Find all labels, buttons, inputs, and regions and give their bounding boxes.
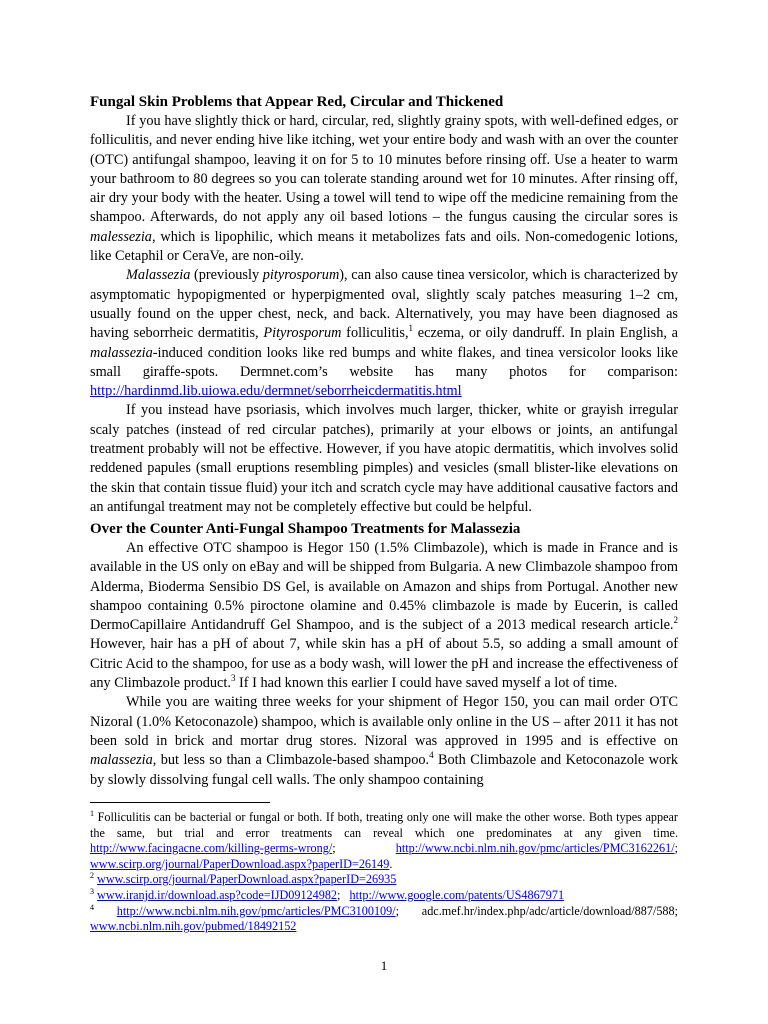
footnote-link[interactable]: www.iranjd.ir/download.asp?code=IJD09124982: [97, 887, 338, 902]
paragraph: While you are waiting three weeks for your shipment of Hegor 150, you can mail order OTC Nizoral (1.0% Ketoconazole) shampoo, which is available only online in the US – after 2011 it has not been sold in brick and mortar drug stores. Nizoral was approved in 1995 and is effective on malassezia, but less so than a Climbazole-based shampoo.$^4$ Both Climbazole and Ketoconazole work by slowly dissolving fungal cell walls. The only shampoo containing: [90, 694, 678, 788]
paragraph: Malassezia (previously pityrosporum), can also cause tinea versicolor, which is characterized by asymptomatic hypopigmented or hyperpigmented oval, slightly scaly patches measuring 1–2 cm, usually found on the upper chest, neck, and back. Alternatively, you may have been diagnosed as having seborrheic dermatitis, Pityrosporum folliculitis,$^1$ eczema, or oily dandruff. In plain English, a malassezia-induced condition looks like red bumps and white flakes, and tinea versicolor looks like small giraffe-spots. Dermnet.com’s website has many photos for comparison: http://hardinmd.lib.uiowa.edu/dermnet/seborrheicdermatitis.html: [90, 267, 679, 400]
footnote-link[interactable]: http://www.ncbi.nlm.nih.gov/pmc/articles/PMC3100109/: [116, 903, 396, 918]
section-title-fungal-skin-problems: Fungal Skin Problems that Appear Red, Circular and Thickened: [90, 94, 504, 110]
footnote-ref-4[interactable]: 4: [429, 750, 434, 761]
footnotes: [90, 810, 678, 935]
footnote-link[interactable]: http://www.ncbi.nlm.nih.gov/pmc/articles/PMC3162261/: [395, 841, 675, 856]
footnote-link[interactable]: www.ncbi.nlm.nih.gov/pubmed/18492152: [90, 919, 297, 934]
footnote-link[interactable]: http://www.google.com/patents/US4867971: [349, 887, 565, 902]
footnote-ref-3[interactable]: 3: [230, 673, 236, 684]
dermnet-link[interactable]: http://hardinmd.lib.uiowa.edu/dermnet/seborrheicdermatitis.html: [90, 383, 462, 400]
paragraph: If you have slightly thick or hard, circular, red, slightly grainy spots, with well-defined edges, or folliculitis, and never ending hive like itching, wet your entire body and wash with an over the counter (OTC) antifungal shampoo, leaving it on for 5 to 10 minutes before rinsing off. Use a heater to warm your bathroom to 80 degrees so you can tolerate standing around wet for 10 minutes. After rinsing off, air dry your body with the heater. Using a towel will tend to wipe off the medicine remaining from the shampoo. Afterwards, do not apply any oil based lotions – the fungus causing the circular sores is malessezia, which is lipophilic, which means it metabolizes fats and oils. Non-comedogenic lotions, like Cetaphil or CeraVe, are non-oily.: [90, 113, 678, 265]
paragraph: If you instead have psoriasis, which involves much larger, thicker, white or grayish irregular scaly patches (instead of red circular patches), primarily at your elbows or joints, an antifungal treatment probably will not be effective. However, if you have atopic dermatitis, which involves solid reddened papules (small eruptions resembling pimples) and vesicles (small blister-like elevations on the skin that contain tissue fluid) your itch and scratch cycle may have additional causative factors and an antifungal treatment may not be completely effective but could be helpful.: [90, 402, 678, 515]
section-title-otc-shampoo: Over the Counter Anti-Fungal Shampoo Treatments for Malassezia: [90, 521, 521, 537]
footnote-4: $^4$ http://www.ncbi.nlm.nih.gov/pmc/articles/PMC3100109/; adc.mef.hr/index.php/adc/article/download/887/588; www.ncbi.nlm.nih.gov/pubmed/18492152: [90, 902, 678, 934]
footnote-link[interactable]: www.scirp.org/journal/PaperDownload.aspx?paperID=26149: [90, 856, 390, 871]
footnote-ref-2[interactable]: 2: [673, 615, 678, 626]
footnote-link[interactable]: www.scirp.org/journal/PaperDownload.aspx?paperID=26935: [97, 872, 397, 887]
footnote-3: $^3$ www.iranjd.ir/download.asp?code=IJD09124982; http://www.google.com/patents/US4867971: [90, 886, 565, 902]
footnote-divider: [90, 802, 270, 803]
section-body-fungal: [90, 112, 678, 517]
paragraph: An effective OTC shampoo is Hegor 150 (1.5% Climbazole), which is made in France and is available in the US only on eBay and will be shipped from Bulgaria. A new Climbazole shampoo from Alderma, Bioderma Sensibio DS Gel, is available on Amazon and ships from Portugal. Another new shampoo containing 0.5% piroctone olamine and 0.45% climbazole is made by Eucerin, is called DermoCapillaire Antidandruff Gel Shampoo, and is the subject of a 2013 medical research article.$^2$ However, hair has a pH of about 7, while skin has a pH of about 5.5, so adding a small amount of Citric Acid to the shampoo, for use as a body wash, will lower the pH and increase the effectiveness of any Climbazole product.$^3$ If I had known this earlier I could have saved myself a lot of time.: [90, 540, 678, 692]
page-number: 1: [380, 958, 388, 973]
footnote-ref-1[interactable]: 1: [408, 323, 414, 334]
footnote-2: $^2$ www.scirp.org/journal/PaperDownload.aspx?paperID=26935: [90, 871, 397, 887]
section-body-shampoo: [90, 539, 678, 790]
footnote-1: $^1$ Folliculitis can be bacterial or fungal or both. If both, treating only one will make the other worse. Both types appear the same, but trial and error treatments can reveal which one predominates at any given time. http://www.facingacne.com/killing-germs-wrong/; http://www.ncbi.nlm.nih.gov/pmc/articles/PMC3162261/; www.scirp.org/journal/PaperDownload.aspx?paperID=26149.: [90, 809, 678, 871]
footnote-link[interactable]: http://www.facingacne.com/killing-germs-wrong/: [90, 841, 333, 856]
